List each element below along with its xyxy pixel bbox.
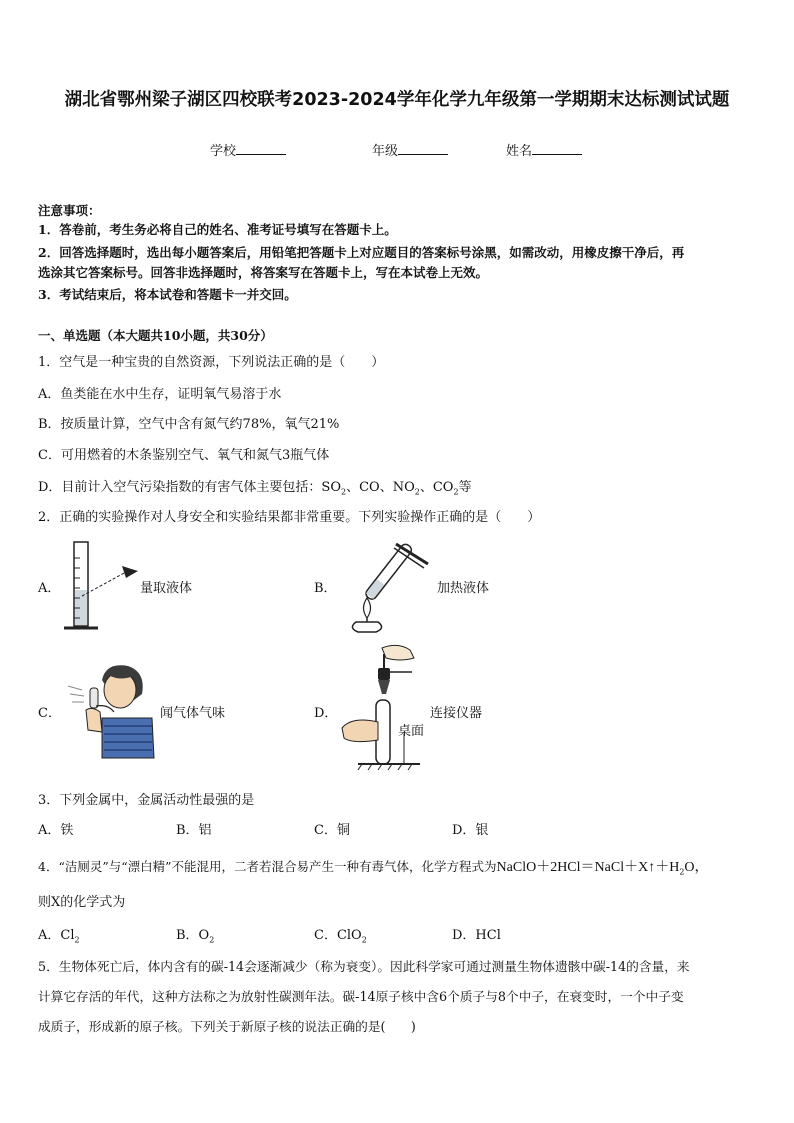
q1-d-text3: 、CO (419, 480, 454, 495)
name-label: 姓名 (506, 144, 533, 159)
q2-option-d-sublabel: 桌面 (398, 724, 425, 739)
school-label: 学校 (210, 144, 237, 159)
subscript: 2 (361, 935, 367, 945)
notice-heading: 注意事项： (38, 203, 101, 218)
q1-stem: 1．空气是一种宝贵的自然资源，下列说法正确的是（ ） (38, 355, 385, 370)
grade-blank[interactable] (398, 142, 448, 155)
q1-option-a: A．鱼类能在水中生存，证明氧气易溶于水 (38, 387, 282, 402)
graduated-cylinder-image (60, 538, 150, 638)
notice-item-1: 1．答卷前，考生务必将自己的姓名、准考证号填写在答题卡上。 (38, 222, 397, 237)
q2-option-d-letter: D． (314, 706, 338, 721)
school-blank[interactable] (236, 142, 286, 155)
notice-item-2-cont: 选涂其它答案标号。回答非选择题时，将答案写在答题卡上，写在本试卷上无效。 (38, 265, 489, 280)
q2-option-d-caption: 连接仪器 (430, 706, 483, 721)
q4-c-text: C．ClO (314, 928, 362, 943)
name-field (506, 140, 582, 159)
q4-option-d: D．HCl (452, 928, 501, 943)
q2-option-a-letter: A． (38, 581, 61, 596)
q1-d-text4: 等 (458, 480, 472, 495)
q4-b-text: B．O (176, 928, 210, 943)
q2-option-b-letter: B． (314, 581, 337, 596)
q2-option-c-letter: C． (38, 706, 61, 721)
q2-option-a-caption: 量取液体 (140, 581, 193, 596)
q4-option-a (38, 925, 80, 952)
q3-option-b: B．铝 (176, 823, 212, 838)
q5-line-1: 5．生物体死亡后，体内含有的碳-14会逐渐减少（称为衰变）。因此科学家可通过测量生物体遗骸中碳-14的含量，来 (38, 959, 690, 974)
page-title: 湖北省鄂州梁子湖区四校联考2023-2024学年化学九年级第一学期期末达标测试试题 (64, 90, 730, 110)
q4-stem-2: 则X的化学式为 (38, 895, 126, 910)
q3-option-a: A．铁 (38, 823, 74, 838)
notice-item-2: 2．回答选择题时，选出每小题答案后，用铅笔把答题卡上对应题目的答案标号涂黑，如需改动，用橡皮擦干净后，再 (38, 245, 685, 260)
q4-stem-text: 4．“洁厕灵”与“漂白精”不能混用，二者若混合易产生一种有毒气体，化学方程式为 (38, 859, 497, 874)
q4-equation: NaClO＋2HCl＝NaCl＋X↑＋H (496, 860, 680, 875)
q3-option-c: C．铜 (314, 823, 350, 838)
q1-d-text: D．目前计入空气污染指数的有害气体主要包括：SO (38, 480, 341, 495)
q2-option-b-caption: 加热液体 (437, 581, 490, 596)
q1-d-text2: 、CO、NO (346, 480, 415, 495)
q1-option-c: C．可用燃着的木条鉴别空气、氧气和氮气3瓶气体 (38, 448, 330, 463)
q4-option-b (176, 925, 214, 952)
grade-label: 年级 (372, 144, 399, 159)
heating-tube-image (336, 536, 436, 636)
q2-stem: 2．正确的实验操作对人身安全和实验结果都非常重要。下列实验操作正确的是（ ） (38, 510, 541, 525)
school-field (210, 140, 286, 159)
q4-equation-end: O， (684, 860, 709, 875)
subscript: 2 (453, 487, 459, 497)
q3-option-d: D．银 (452, 823, 489, 838)
q5-line-3: 成质子，形成新的原子核。下列关于新原子核的说法正确的是( ) (38, 1019, 416, 1034)
section-heading: 一、单选题（本大题共10小题，共30分） (38, 328, 273, 343)
subscript: 2 (341, 487, 347, 497)
subscript: 2 (209, 935, 215, 945)
q2-option-c-caption: 闻气体气味 (160, 706, 226, 721)
subscript: 2 (74, 935, 80, 945)
smelling-gas-person-image (62, 660, 158, 760)
q4-a-text: A．Cl (38, 928, 75, 943)
q3-stem: 3．下列金属中，金属活动性最强的是 (38, 793, 255, 808)
q4-stem (38, 856, 709, 884)
q5-line-2: 计算它存活的年代，这种方法称之为放射性碳测年法。碳-14原子核中含6个质子与8个中子，在衰变时，一个中子变 (38, 989, 684, 1004)
q1-option-b: B．按质量计算，空气中含有氮气约78%，氧气21% (38, 417, 340, 432)
grade-field (372, 140, 448, 159)
name-blank[interactable] (532, 142, 582, 155)
q4-option-c (314, 925, 367, 952)
notice-item-3: 3．考试结束后，将本试卷和答题卡一并交回。 (38, 287, 297, 302)
subscript: 2 (414, 487, 420, 497)
connecting-apparatus-image (338, 642, 428, 772)
q1-option-d (38, 477, 472, 504)
subscript: 2 (679, 867, 685, 877)
